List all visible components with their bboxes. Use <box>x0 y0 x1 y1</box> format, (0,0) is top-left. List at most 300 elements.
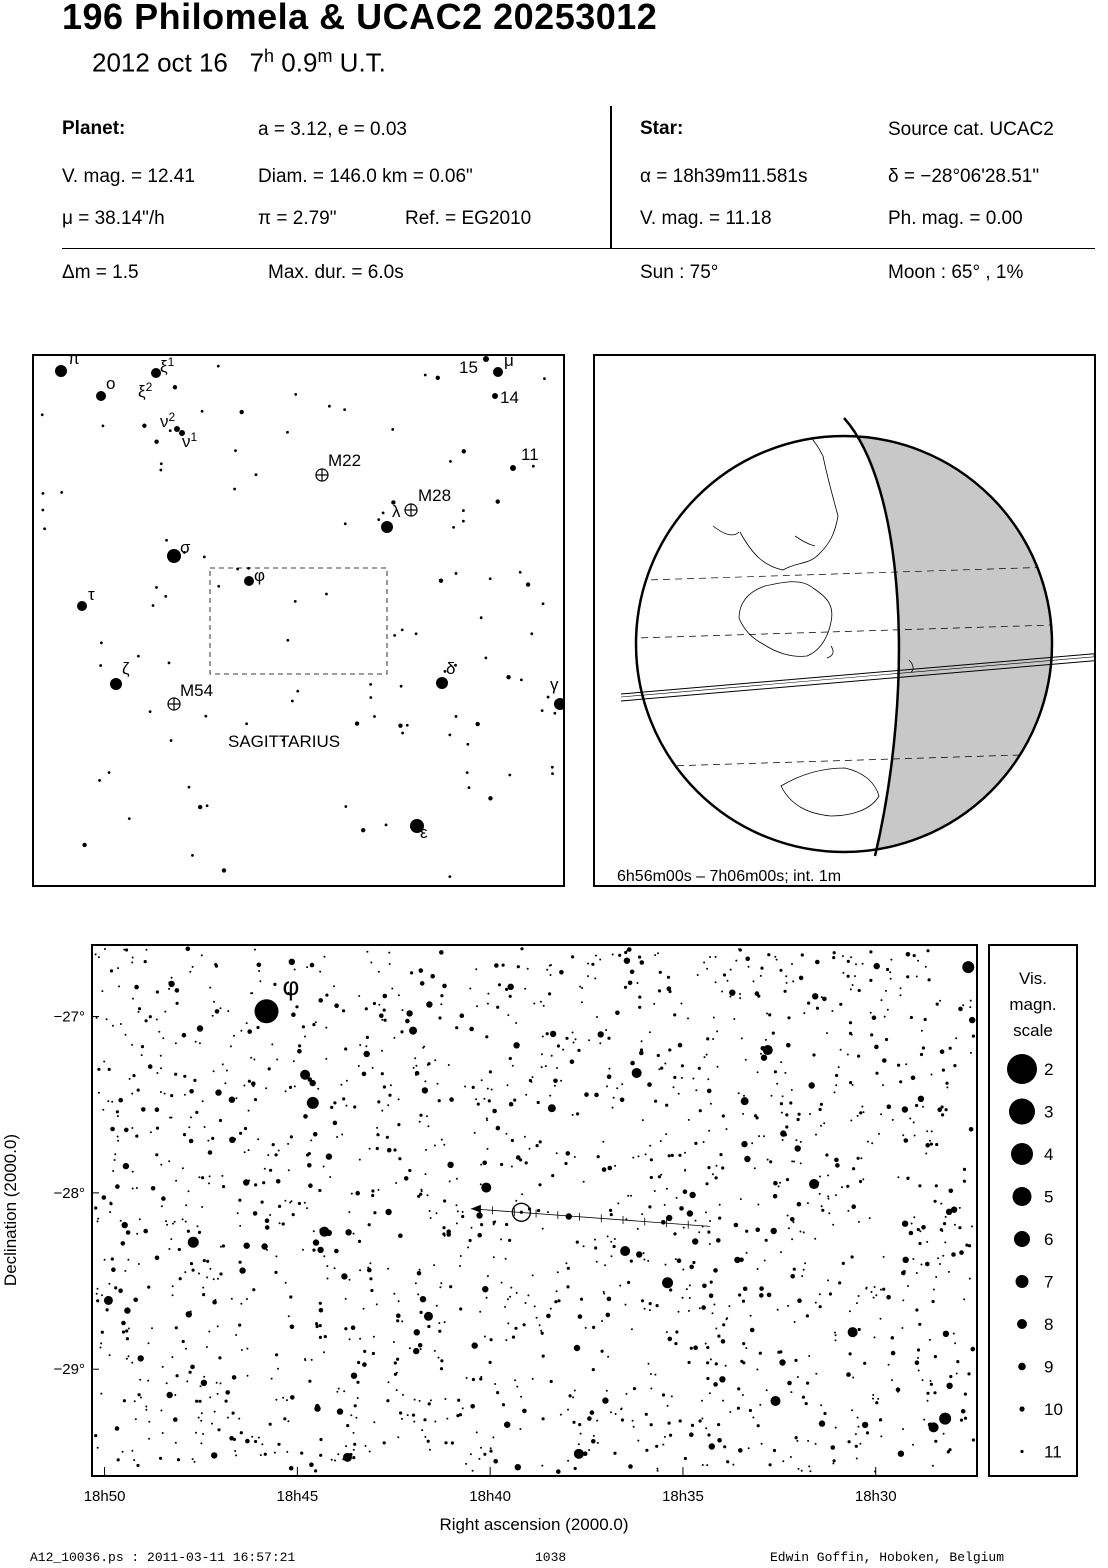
field-star <box>156 1127 159 1130</box>
field-star <box>434 1350 436 1352</box>
field-star <box>100 1342 102 1344</box>
field-star <box>906 975 909 978</box>
bright-field-star <box>255 999 279 1023</box>
field-star <box>588 1449 590 1451</box>
field-star <box>550 974 552 976</box>
field-star <box>730 969 732 971</box>
field-star <box>515 1022 517 1024</box>
field-star <box>285 1282 287 1284</box>
field-star <box>324 1335 327 1338</box>
field-star <box>334 1003 339 1008</box>
label-phi: φ <box>254 566 266 585</box>
field-star <box>556 1469 561 1474</box>
field-star <box>472 1342 478 1348</box>
field-star <box>713 1017 715 1019</box>
finder-star <box>391 428 394 431</box>
field-star <box>344 1327 347 1330</box>
field-star <box>610 1241 612 1243</box>
field-star <box>312 1249 315 1252</box>
field-star <box>486 1117 488 1119</box>
field-star <box>378 1004 380 1006</box>
field-star <box>148 1421 150 1423</box>
x-tick-label: 18h35 <box>662 1488 704 1505</box>
field-star <box>628 981 633 986</box>
field-star <box>668 990 671 993</box>
field-star <box>820 1103 823 1106</box>
field-star <box>790 1274 795 1279</box>
finder-star <box>217 365 220 368</box>
field-star <box>543 1005 545 1007</box>
field-star <box>657 1470 659 1472</box>
field-star <box>175 988 180 993</box>
field-star <box>539 1324 541 1326</box>
field-star <box>434 1145 436 1147</box>
finder-star <box>286 431 289 434</box>
field-star <box>553 1079 558 1084</box>
field-star <box>125 948 128 951</box>
field-star <box>213 1001 215 1003</box>
field-star <box>612 1107 614 1109</box>
field-star <box>703 1141 705 1143</box>
field-star <box>872 1398 874 1400</box>
field-star <box>820 1125 822 1127</box>
field-star <box>587 1416 592 1421</box>
finder-star <box>489 577 492 580</box>
field-star <box>610 1411 612 1413</box>
field-star <box>211 1452 217 1458</box>
field-star <box>172 1285 174 1287</box>
field-star <box>208 1182 210 1184</box>
field-star <box>955 1037 957 1039</box>
field-star <box>796 1440 798 1442</box>
field-star <box>689 1297 691 1299</box>
field-star <box>427 1325 430 1328</box>
field-star <box>871 1291 873 1293</box>
field-star <box>134 985 139 990</box>
field-star <box>819 1420 825 1426</box>
field-star <box>304 1359 306 1361</box>
field-star <box>337 1408 343 1414</box>
field-star <box>472 1470 474 1472</box>
field-star <box>234 1450 236 1452</box>
field-star <box>964 1393 967 1396</box>
field-star <box>684 1152 686 1154</box>
field-star <box>778 1185 780 1187</box>
field-star <box>743 1095 745 1097</box>
field-star <box>131 1362 133 1364</box>
field-star <box>192 1458 194 1460</box>
field-star <box>314 1469 317 1472</box>
field-star <box>311 1359 313 1361</box>
field-star <box>104 948 106 950</box>
field-star <box>599 1042 601 1044</box>
field-star <box>201 1206 203 1208</box>
field-star <box>170 1094 173 1097</box>
field-star <box>172 1223 174 1225</box>
field-star <box>963 1168 966 1171</box>
field-star <box>345 1445 347 1447</box>
field-star <box>381 1019 383 1021</box>
finder-star <box>173 385 177 389</box>
field-star <box>258 970 260 972</box>
finder-star <box>42 492 45 495</box>
field-star <box>225 1390 230 1395</box>
field-star <box>117 1140 119 1142</box>
finder-star <box>43 527 46 530</box>
field-star <box>930 1380 932 1382</box>
field-star <box>626 950 628 952</box>
label-m22: M22 <box>328 451 362 470</box>
field-star <box>525 1094 527 1096</box>
field-star <box>930 1143 933 1146</box>
field-star <box>502 964 505 967</box>
legend-magnitude-label: 9 <box>1044 1357 1054 1377</box>
field-star <box>737 1407 740 1410</box>
field-star <box>131 1093 133 1095</box>
field-star <box>745 1230 748 1233</box>
field-star <box>160 1164 162 1166</box>
constellation-label: SAGITTARIUS <box>228 732 341 751</box>
field-star <box>926 1130 928 1132</box>
field-star <box>110 1127 115 1132</box>
field-star <box>233 1035 235 1037</box>
field-star <box>941 1105 944 1108</box>
field-star <box>760 1053 762 1055</box>
field-star <box>443 1144 445 1146</box>
field-star <box>962 1004 964 1006</box>
field-star <box>565 1262 567 1264</box>
field-star <box>295 1005 298 1008</box>
finder-star <box>475 722 479 726</box>
finder-star <box>170 739 173 742</box>
field-star <box>507 1298 509 1300</box>
field-star <box>737 1387 740 1390</box>
field-star <box>494 1383 496 1385</box>
field-star <box>791 1089 793 1091</box>
field-star <box>928 978 931 981</box>
finder-star <box>98 779 101 782</box>
field-star <box>541 1066 543 1068</box>
finder-star <box>41 509 44 512</box>
field-star <box>97 1220 99 1222</box>
field-star <box>819 1108 822 1111</box>
field-star <box>827 1279 829 1281</box>
field-star <box>290 1325 295 1330</box>
field-star <box>902 1299 904 1301</box>
field-star <box>759 1352 762 1355</box>
field-star <box>183 1075 186 1078</box>
field-star <box>141 1045 144 1048</box>
field-star <box>123 1163 129 1169</box>
y-tick-label: −29° <box>53 1361 85 1379</box>
field-star <box>624 958 630 964</box>
field-star <box>146 949 148 951</box>
field-star <box>791 1160 793 1162</box>
field-star <box>852 1167 855 1170</box>
field-star <box>734 1257 740 1263</box>
field-star <box>527 968 529 970</box>
field-star <box>466 1377 468 1379</box>
finder-bright-star <box>174 426 180 432</box>
field-star <box>162 1432 164 1434</box>
field-star <box>250 1057 252 1059</box>
field-star <box>703 962 705 964</box>
field-star <box>214 1299 216 1301</box>
field-star <box>155 1256 160 1261</box>
field-star <box>235 1334 237 1336</box>
field-star <box>726 1128 728 1130</box>
field-star <box>678 1093 680 1095</box>
field-star <box>378 1189 380 1191</box>
field-star <box>658 1068 660 1070</box>
field-star <box>913 1121 915 1123</box>
field-star <box>326 1265 328 1267</box>
globe-caption: 6h56m00s – 7h06m00s; int. 1m <box>617 868 842 885</box>
field-star <box>695 1089 697 1091</box>
field-star <box>121 1241 126 1246</box>
field-star <box>935 1276 937 1278</box>
field-star <box>835 1084 837 1086</box>
field-star <box>650 1176 653 1179</box>
field-star <box>934 1440 937 1443</box>
field-star <box>288 1169 290 1171</box>
field-star <box>512 1336 515 1339</box>
field-star <box>877 1398 879 1400</box>
field-star <box>918 1242 921 1245</box>
field-star <box>252 1288 255 1291</box>
field-star <box>166 1224 168 1226</box>
field-star <box>194 1461 196 1463</box>
field-star <box>289 1295 292 1298</box>
field-star <box>797 1204 799 1206</box>
field-star <box>359 1338 361 1340</box>
field-star <box>923 1419 925 1421</box>
field-star <box>647 1082 652 1087</box>
field-star <box>136 1233 138 1235</box>
field-star <box>867 1141 869 1143</box>
field-star <box>881 999 883 1001</box>
field-star <box>235 1097 237 1099</box>
field-star <box>209 1396 211 1398</box>
field-star <box>856 1302 858 1304</box>
field-star <box>969 1017 975 1023</box>
field-star <box>618 954 621 957</box>
field-star <box>221 1175 223 1177</box>
field-star <box>145 1406 147 1408</box>
field-star <box>446 1418 448 1420</box>
bright-field-star <box>662 1277 673 1288</box>
field-star <box>358 1065 360 1067</box>
field-star <box>405 1019 410 1024</box>
field-star <box>430 1399 432 1401</box>
field-star <box>971 1225 973 1227</box>
field-star <box>699 1109 702 1112</box>
field-star <box>200 1442 202 1444</box>
field-star <box>409 1347 411 1349</box>
field-star <box>401 1320 403 1322</box>
field-star <box>300 1452 303 1455</box>
label-14: 14 <box>500 388 519 407</box>
field-star <box>662 1393 665 1396</box>
field-star <box>470 1453 472 1455</box>
bright-field-star <box>188 1237 199 1248</box>
field-star <box>316 1325 319 1328</box>
field-star <box>842 1262 845 1265</box>
field-star <box>959 1207 961 1209</box>
field-star <box>572 1421 575 1424</box>
field-star <box>443 1199 446 1202</box>
field-star <box>687 1017 689 1019</box>
field-star <box>573 1042 575 1044</box>
field-star <box>763 1135 765 1137</box>
y-axis-title: Declination (2000.0) <box>1 1133 20 1287</box>
finder-star <box>355 721 359 725</box>
field-star <box>723 1445 726 1448</box>
field-star <box>209 1268 211 1270</box>
field-star <box>782 1139 784 1141</box>
field-star <box>353 1432 355 1434</box>
field-star <box>182 1033 187 1038</box>
field-star <box>801 1275 803 1277</box>
field-star <box>206 1346 208 1348</box>
x-tick-label: 18h30 <box>854 1488 897 1505</box>
field-star <box>608 1068 610 1070</box>
field-star <box>967 1372 970 1375</box>
field-star <box>289 1466 294 1471</box>
field-star <box>319 1438 322 1441</box>
field-star <box>739 993 741 995</box>
field-star <box>832 1462 834 1464</box>
field-star <box>888 1364 890 1366</box>
field-star <box>213 1278 215 1280</box>
field-star <box>121 1321 126 1326</box>
info-divider <box>610 106 612 248</box>
field-star <box>364 1051 370 1057</box>
field-star <box>859 1180 862 1183</box>
field-star <box>640 960 645 965</box>
field-star <box>529 1148 531 1150</box>
field-star <box>393 1293 395 1295</box>
field-star <box>291 1012 296 1017</box>
field-star <box>616 1087 618 1089</box>
finder-star <box>154 440 158 444</box>
field-star <box>821 996 823 998</box>
field-star <box>100 1393 102 1395</box>
field-star <box>909 1118 911 1120</box>
field-star <box>220 1246 222 1248</box>
finder-star <box>233 488 236 491</box>
field-star <box>664 1063 666 1065</box>
field-star <box>111 1257 114 1260</box>
field-star <box>103 1061 105 1063</box>
field-star <box>442 984 447 989</box>
field-star <box>664 1436 666 1438</box>
finder-bright-star <box>381 521 393 533</box>
field-star <box>787 1305 789 1307</box>
field-star <box>706 968 708 970</box>
field-star <box>658 1175 661 1178</box>
field-star <box>136 1187 138 1189</box>
field-star <box>926 949 929 952</box>
field-star <box>109 1202 112 1205</box>
field-star <box>275 1153 278 1156</box>
field-star <box>657 952 659 954</box>
field-star <box>620 1408 622 1410</box>
field-star <box>129 1078 131 1080</box>
field-star <box>273 983 276 986</box>
field-star <box>151 1327 153 1329</box>
field-star <box>684 1457 687 1460</box>
field-star <box>537 1209 540 1212</box>
field-star <box>509 1102 514 1107</box>
finder-star <box>506 675 510 679</box>
field-star <box>436 1305 438 1307</box>
field-star <box>402 1394 404 1396</box>
field-star <box>659 971 662 974</box>
event-hour: 7 <box>249 47 265 78</box>
field-star <box>854 975 856 977</box>
field-star <box>712 1173 714 1175</box>
field-star <box>921 1264 923 1266</box>
field-star <box>428 1402 431 1405</box>
field-star <box>493 1459 498 1464</box>
field-star <box>246 1298 248 1300</box>
event-date: 2012 oct 16 <box>92 47 228 78</box>
field-star <box>514 1327 517 1330</box>
field-star <box>217 1428 220 1431</box>
field-star <box>160 1091 162 1093</box>
field-star <box>569 1394 572 1397</box>
field-star <box>746 1252 748 1254</box>
field-star <box>274 1271 277 1274</box>
field-star <box>855 1433 857 1435</box>
field-star <box>122 1330 125 1333</box>
finder-star <box>82 843 86 847</box>
finder-star <box>526 582 530 586</box>
finder-star <box>155 586 158 589</box>
field-star <box>588 1039 590 1041</box>
field-star <box>940 1049 945 1054</box>
finder-star <box>449 460 452 463</box>
field-star <box>945 1082 948 1085</box>
field-star <box>357 1397 359 1399</box>
field-star <box>510 1287 512 1289</box>
field-star <box>352 1456 355 1459</box>
field-star <box>235 1454 237 1456</box>
label-zeta: ζ <box>122 659 130 678</box>
finder-star <box>393 634 396 637</box>
field-star <box>969 1278 971 1280</box>
field-star <box>742 1394 744 1396</box>
field-star <box>642 1119 644 1121</box>
field-star <box>480 1223 483 1226</box>
field-star <box>653 1003 655 1005</box>
field-star <box>551 1055 553 1057</box>
field-star <box>536 1144 539 1147</box>
field-star <box>916 1272 918 1274</box>
field-star <box>117 1136 119 1138</box>
field-star <box>101 990 103 992</box>
field-star <box>970 1000 972 1002</box>
field-star <box>682 1297 684 1299</box>
field-star <box>155 1153 158 1156</box>
field-star <box>287 1420 289 1422</box>
finder-star <box>530 632 533 635</box>
bright-field-star <box>741 1097 749 1105</box>
field-star <box>705 1211 707 1213</box>
field-star <box>963 1180 966 1183</box>
field-star <box>414 1399 416 1401</box>
